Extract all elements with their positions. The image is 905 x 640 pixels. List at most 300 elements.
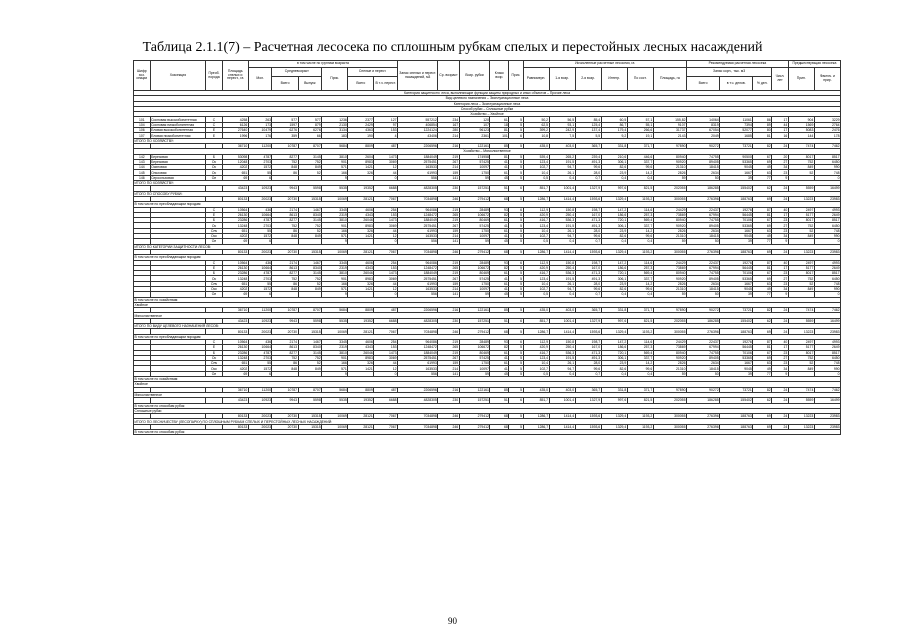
table-cell: 22437 <box>686 260 719 265</box>
table-cell: 73869 <box>653 265 686 270</box>
table-cell: 9,2 <box>601 133 627 138</box>
table-cell: 1329,4 <box>601 424 627 429</box>
table-cell: 9 <box>322 175 348 180</box>
table-cell: 752 <box>272 276 298 281</box>
table-cell: 159 <box>438 361 459 366</box>
table-cell: 123,4 <box>523 223 549 228</box>
table-cell: 306,1 <box>601 355 627 360</box>
table-cell: 3069 <box>374 355 398 360</box>
table-cell: 1473 <box>374 218 398 223</box>
table-cell: 420,9 <box>523 345 549 350</box>
table-cell: 26046 <box>348 218 374 223</box>
table-cell: 0 <box>374 239 398 244</box>
table-cell: 0,5 <box>523 239 549 244</box>
table-cell: 4993 <box>814 260 840 265</box>
table-cell: 9045 <box>720 286 753 291</box>
table-cell: 53098 <box>222 154 248 159</box>
table-cell: 67054 <box>686 128 719 133</box>
table-cell: 371,7 <box>627 308 653 313</box>
table-cell: 86 <box>272 170 298 175</box>
table-cell: 10664 <box>248 345 272 350</box>
table-cell: 10923 <box>248 186 272 191</box>
table-cell: 11200 <box>248 387 272 392</box>
table-cell: 63 <box>753 228 772 233</box>
table-cell: 435,0 <box>523 308 549 313</box>
table-cell: 41 <box>490 165 509 170</box>
table-cell: 720,1 <box>601 218 627 223</box>
table-cell: 99,6 <box>575 165 601 170</box>
table-cell: 18415 <box>686 234 719 239</box>
table-cell: 571 <box>322 234 348 239</box>
table-cell: 0 <box>374 175 398 180</box>
table-cell: 0 <box>374 371 398 376</box>
table-cell: 16 <box>772 133 789 138</box>
table-cell: 39 <box>720 175 753 180</box>
table-cell: 8340 <box>298 212 322 217</box>
table-cell: 67 <box>753 350 772 355</box>
table-cell: 7474 <box>788 308 814 313</box>
table-cell: 1286,7 <box>523 414 549 419</box>
table-cell: 2361 <box>459 133 490 138</box>
table-cell: 21310 <box>653 286 686 291</box>
table-cell: 239,4 <box>575 154 601 159</box>
table-cell: 752 <box>298 355 322 360</box>
table-cell: 267 <box>438 159 459 164</box>
table-cell: 26130 <box>222 212 248 217</box>
table-cell: 61 <box>490 228 509 233</box>
table-cell: 4828305 <box>398 318 438 323</box>
table-cell: 230 <box>438 318 459 323</box>
table-cell: 67 <box>753 218 772 223</box>
table-cell: 45 <box>490 175 509 180</box>
table-cell: 371,7 <box>627 387 653 392</box>
table-cell: 123,4 <box>523 159 549 164</box>
table-cell: 300055 <box>653 249 686 254</box>
table-cell: 144 <box>134 165 151 170</box>
subtotal-label: ИТОГО ПО СПОСОБУ РУБКИ: <box>134 191 841 196</box>
table-cell: 3145 <box>298 271 322 276</box>
table-cell: 17 <box>772 212 789 217</box>
table-cell: 12 <box>374 234 398 239</box>
table-cell: 7067 <box>374 196 398 201</box>
table-cell: 6450 <box>814 159 840 164</box>
table-cell: 142 <box>134 154 151 159</box>
table-cell: 331,8 <box>601 387 627 392</box>
table-cell: 752 <box>788 159 814 164</box>
table-cell: 4202 <box>222 165 248 170</box>
table-cell: 752 <box>788 276 814 281</box>
table-cell: 82,6 <box>601 366 627 371</box>
table-cell: 41 <box>490 366 509 371</box>
table-cell: 0,5 <box>523 292 549 297</box>
table-cell: 5 <box>509 350 523 355</box>
table-cell: 102,7 <box>523 366 549 371</box>
table-cell: 15315 <box>298 414 322 419</box>
table-cell: 901 <box>322 223 348 228</box>
table-cell: Б <box>206 218 223 223</box>
table-cell: 153 <box>374 128 398 133</box>
col-recommended-group: Рекомендуемая расчетная лесосека <box>686 61 788 68</box>
table-cell: 24 <box>772 196 789 201</box>
table-cell: 14,2 <box>627 170 653 175</box>
table-cell: 2429 <box>348 122 374 127</box>
table-cell: 1327,9 <box>575 318 601 323</box>
table-cell: 39 <box>720 239 753 244</box>
table-cell: 18415 <box>686 165 719 170</box>
table-cell: 5 <box>509 276 523 281</box>
table-cell: 3069 <box>374 276 398 281</box>
table-cell: 10097 <box>459 366 490 371</box>
table-cell: 7067 <box>374 249 398 254</box>
table-cell: 198,7 <box>575 339 601 344</box>
table-cell: 94,7 <box>549 234 575 239</box>
table-cell: 1001,4 <box>549 398 575 403</box>
table-cell: 210,6 <box>601 154 627 159</box>
table-cell: 23 <box>772 350 789 355</box>
table-cell: 7034898 <box>398 414 438 419</box>
table-cell: 569,4 <box>627 350 653 355</box>
table-cell: 1414,4 <box>549 196 575 201</box>
col-ploshch: Площадь спелых и перест., га <box>222 61 248 91</box>
table-cell: 186285 <box>686 318 719 323</box>
table-cell: 1685 <box>720 133 753 138</box>
table-cell: 61993 <box>398 170 438 175</box>
table-cell: 219 <box>438 339 459 344</box>
table-cell: 80133 <box>222 249 248 254</box>
table-cell: 90920 <box>653 223 686 228</box>
table-cell: 300055 <box>653 196 686 201</box>
table-cell: 1750 <box>459 361 490 366</box>
table-cell: 99,6 <box>575 366 601 371</box>
table-cell: 901 <box>322 355 348 360</box>
table-cell: 651 <box>222 361 248 366</box>
table-cell: 491,3 <box>575 276 601 281</box>
table-cell: 94,7 <box>549 286 575 291</box>
table-cell: 167 <box>438 122 459 127</box>
table-cell: 69 <box>753 249 772 254</box>
table-cell: 250,4 <box>549 265 575 270</box>
table-cell: 4606 <box>348 339 374 344</box>
table-cell: 2174 <box>272 207 298 212</box>
table-cell: 28,0 <box>575 281 601 286</box>
table-cell: 337,7 <box>627 223 653 228</box>
table-cell: 82 <box>490 212 509 217</box>
table-cell: 52 <box>788 361 814 366</box>
table-cell: 5,5 <box>575 133 601 138</box>
table-cell: 155402 <box>720 186 753 191</box>
table-cell: 990 <box>814 165 840 170</box>
table-cell: 24 <box>772 398 789 403</box>
table-cell: 851,7 <box>523 186 549 191</box>
table-cell: 87 <box>753 339 772 344</box>
table-cell: Ол <box>206 292 223 297</box>
table-cell: 63 <box>753 281 772 286</box>
table-cell: 74755 <box>686 271 719 276</box>
table-cell: 69 <box>753 424 772 429</box>
table-cell: 2604 <box>348 154 374 159</box>
table-cell: 20023 <box>248 414 272 419</box>
table-cell: 44 <box>374 281 398 286</box>
table-cell: 99,6 <box>575 234 601 239</box>
table-cell: 365,7 <box>575 387 601 392</box>
table-cell: 5 <box>509 196 523 201</box>
table-cell: 10097 <box>459 286 490 291</box>
table-cell: 9 <box>772 175 789 180</box>
subtotal-label: ИТОГО ПО ВИДУ ЦЕЛЕВОГО НАЗНАЧЕНИЯ ЛЕСОВ: <box>134 324 841 329</box>
table-cell: 14,2 <box>627 281 653 286</box>
table-cell: 26046 <box>348 271 374 276</box>
table-cell: 174958 <box>459 154 490 159</box>
table-cell: 61993 <box>398 281 438 286</box>
table-cell: 569,4 <box>627 271 653 276</box>
table-cell: 45 <box>490 292 509 297</box>
table-cell: 11061 <box>720 117 753 122</box>
table-cell: Ос <box>206 170 223 175</box>
table-cell: 159 <box>438 281 459 286</box>
table-cell: 81 <box>753 212 772 217</box>
table-cell: 436 <box>248 207 272 212</box>
table-cell: 141 <box>438 175 459 180</box>
table-cell: 279412 <box>459 249 490 254</box>
table-cell: 3345 <box>322 339 348 344</box>
table-cell: 28121 <box>348 414 374 419</box>
table-cell: 3810 <box>322 350 348 355</box>
table-cell: 276396 <box>686 414 719 419</box>
table-cell: 59 <box>653 292 686 297</box>
table-cell: 107 <box>134 133 151 138</box>
table-cell: 57425 <box>459 223 490 228</box>
table-cell: 99,6 <box>575 286 601 291</box>
table-cell: 5 <box>509 165 523 170</box>
table-cell: 849 <box>298 286 322 291</box>
table-cell: 8277 <box>272 350 298 355</box>
table-cell: 4202 <box>222 286 248 291</box>
table-cell: 43423 <box>222 318 248 323</box>
table-cell: 1329,4 <box>601 196 627 201</box>
table-cell: 57425 <box>459 355 490 360</box>
table-cell: 80 <box>753 128 772 133</box>
table-cell: 1286,7 <box>523 424 549 429</box>
table-cell: 73721 <box>720 387 753 392</box>
table-cell: 59 <box>653 371 686 376</box>
table-cell: 68 <box>490 424 509 429</box>
table-cell: 183 <box>322 133 348 138</box>
table-cell: Е <box>206 128 223 133</box>
table-cell: 246 <box>438 196 459 201</box>
table-cell: 150,8 <box>549 260 575 265</box>
table-cell: 6 <box>248 292 272 297</box>
table-cell: 90272 <box>686 308 719 313</box>
table-cell: 1414,4 <box>549 424 575 429</box>
table-cell: 403,0 <box>549 308 575 313</box>
table-cell: 5 <box>509 329 523 334</box>
table-cell: 8613 <box>272 345 298 350</box>
col-pris: Прис. <box>322 68 348 91</box>
table-cell: 61 <box>490 218 509 223</box>
table-cell: 436 <box>248 339 272 344</box>
table-cell: 4787 <box>248 218 272 223</box>
clearcut-table <box>133 60 841 435</box>
table-cell: 2634 <box>686 228 719 233</box>
table-cell: 4202 <box>222 234 248 239</box>
table-cell: 1884049 <box>398 271 438 276</box>
table-cell: 1473 <box>374 154 398 159</box>
table-cell: 4993 <box>814 339 840 344</box>
table-cell: 6 <box>509 186 523 191</box>
table-cell: 21310 <box>653 165 686 170</box>
table-cell: 34 <box>772 286 789 291</box>
table-cell: 104 <box>134 122 151 127</box>
table-cell: 52 <box>298 361 322 366</box>
table-cell: 720,1 <box>601 350 627 355</box>
table-cell: 216 <box>438 308 459 313</box>
table-cell: 1667 <box>720 170 753 175</box>
table-cell: 6126 <box>222 122 248 127</box>
col-prev-por: Преоб. порода <box>206 61 223 91</box>
table-cell: 2703 <box>248 159 272 164</box>
subtotal-label: В том числе по способам рубок: <box>134 430 841 435</box>
table-cell: 280 <box>438 128 459 133</box>
table-cell: 190 <box>348 133 374 138</box>
table-cell: 337,7 <box>627 355 653 360</box>
table-cell: 55 <box>248 228 272 233</box>
table-cell: 0,7 <box>575 175 601 180</box>
table-cell: 59 <box>459 292 490 297</box>
table-cell: Б <box>206 154 223 159</box>
table-cell: 214 <box>438 234 459 239</box>
table-cell: 55,1 <box>627 122 653 127</box>
table-cell: 436 <box>248 260 272 265</box>
table-cell: 122161 <box>459 308 490 313</box>
table-cell: 2174 <box>272 339 298 344</box>
table-cell: 67994 <box>686 212 719 217</box>
table-cell: 24 <box>772 186 789 191</box>
table-cell: 202055 <box>653 398 686 403</box>
table-cell: 120 <box>459 117 490 122</box>
table-cell: 7394 <box>720 122 753 127</box>
table-cell: 326 <box>348 170 374 175</box>
table-cell: 167,0 <box>575 265 601 270</box>
table-cell: 153 <box>374 212 398 217</box>
table-cell: 331,8 <box>601 143 627 148</box>
table-cell: 571 <box>322 165 348 170</box>
table-cell: 153 <box>374 345 398 350</box>
table-cell: 2049 <box>686 133 719 138</box>
col-molod: Мол. <box>248 68 272 91</box>
subtotal-label: Хвойное <box>134 382 841 387</box>
table-cell: 12048 <box>222 159 248 164</box>
table-cell: 97 <box>374 122 398 127</box>
table-cell: 34 <box>772 366 789 371</box>
table-cell: 24 <box>772 318 789 323</box>
col-calc-group: Исчисленные расчетные лесосеки, га <box>523 61 686 68</box>
table-cell: 10923 <box>248 398 272 403</box>
table-cell: 5177 <box>788 212 814 217</box>
table-cell: 69 <box>753 196 772 201</box>
table-cell: 1467 <box>298 339 322 344</box>
table-cell: 24 <box>772 249 789 254</box>
table-cell: 12 <box>374 366 398 371</box>
table-cell: 80469 <box>459 271 490 276</box>
table-cell: 16499 <box>814 318 840 323</box>
table-cell: 24 <box>772 414 789 419</box>
table-cell: С <box>206 260 223 265</box>
table-cell: 7,5 <box>549 133 575 138</box>
table-cell: 331,8 <box>601 308 627 313</box>
table-cell: 4363 <box>348 128 374 133</box>
table-cell: 3810 <box>322 218 348 223</box>
table-cell: 23983 <box>814 329 840 334</box>
table-cell: 57,1 <box>627 117 653 122</box>
table-cell: 1286,7 <box>523 329 549 334</box>
subtotal-label: ИТОГО ПО ЛЕСНИЧЕСТВУ (ЛЕСОПАРКУ) ПО СПЛОШНЫМ РУБКАМ СПЕЛЫХ И ПЕРЕСТОЙНЫХ ЛЕСНЫХ НАСАЖДЕНИЙ: <box>134 419 841 424</box>
table-cell: 5 <box>509 271 523 276</box>
table-cell: 5 <box>509 387 523 392</box>
table-cell: 163533 <box>398 234 438 239</box>
table-cell: 80133 <box>222 414 248 419</box>
table-cell: 67 <box>753 271 772 276</box>
col-chis: Числ. лет <box>772 68 789 91</box>
table-cell: 0,4 <box>601 175 627 180</box>
table-cell: 26,1 <box>549 170 575 175</box>
table-cell: 16499 <box>814 186 840 191</box>
table-cell: 86,7 <box>601 122 627 127</box>
table-cell: 997,6 <box>601 186 627 191</box>
table-cell: Б <box>206 350 223 355</box>
table-cell: 879 <box>298 122 322 127</box>
table-cell: 36710 <box>222 387 248 392</box>
table-cell: 50,2 <box>523 117 549 122</box>
table-cell: 6688 <box>374 398 398 403</box>
table-cell: 106 <box>134 128 151 133</box>
table-cell: 849 <box>788 286 814 291</box>
col-hoz: Хозсекция <box>150 61 206 91</box>
table-cell: 67994 <box>686 265 719 270</box>
table-cell: 86 <box>272 361 298 366</box>
table-cell: 7462 <box>814 387 840 392</box>
table-cell: 69 <box>753 276 772 281</box>
table-cell: 2377 <box>348 117 374 122</box>
table-cell: 752 <box>788 223 814 228</box>
table-cell: 7034898 <box>398 196 438 201</box>
table-cell: 8809 <box>348 143 374 148</box>
table-cell: 19276 <box>720 207 753 212</box>
table-cell: 28,0 <box>575 170 601 175</box>
table-cell: 114,6 <box>627 207 653 212</box>
table-cell: 0,7 <box>575 239 601 244</box>
table-cell: 1421 <box>348 165 374 170</box>
table-cell: 12 <box>374 286 398 291</box>
table-cell: 2703 <box>248 355 272 360</box>
table-cell: Ос <box>206 159 223 164</box>
table-cell: 112,9 <box>523 207 549 212</box>
table-cell: 5 <box>509 281 523 286</box>
table-cell: 99,6 <box>627 165 653 170</box>
table-cell: 85 <box>490 308 509 313</box>
table-cell: 41 <box>490 223 509 228</box>
table-cell: 67 <box>753 154 772 159</box>
table-cell: 487 <box>374 308 398 313</box>
table-cell: 5 <box>509 414 523 419</box>
table-cell: 62 <box>753 186 772 191</box>
table-cell: 230 <box>438 398 459 403</box>
table-cell: 257,3 <box>627 265 653 270</box>
table-cell: 4787 <box>248 350 272 355</box>
table-cell: 1001,4 <box>549 318 575 323</box>
table-cell: 5177 <box>788 345 814 350</box>
table-cell: 70106 <box>720 218 753 223</box>
table-cell: 114,6 <box>627 260 653 265</box>
